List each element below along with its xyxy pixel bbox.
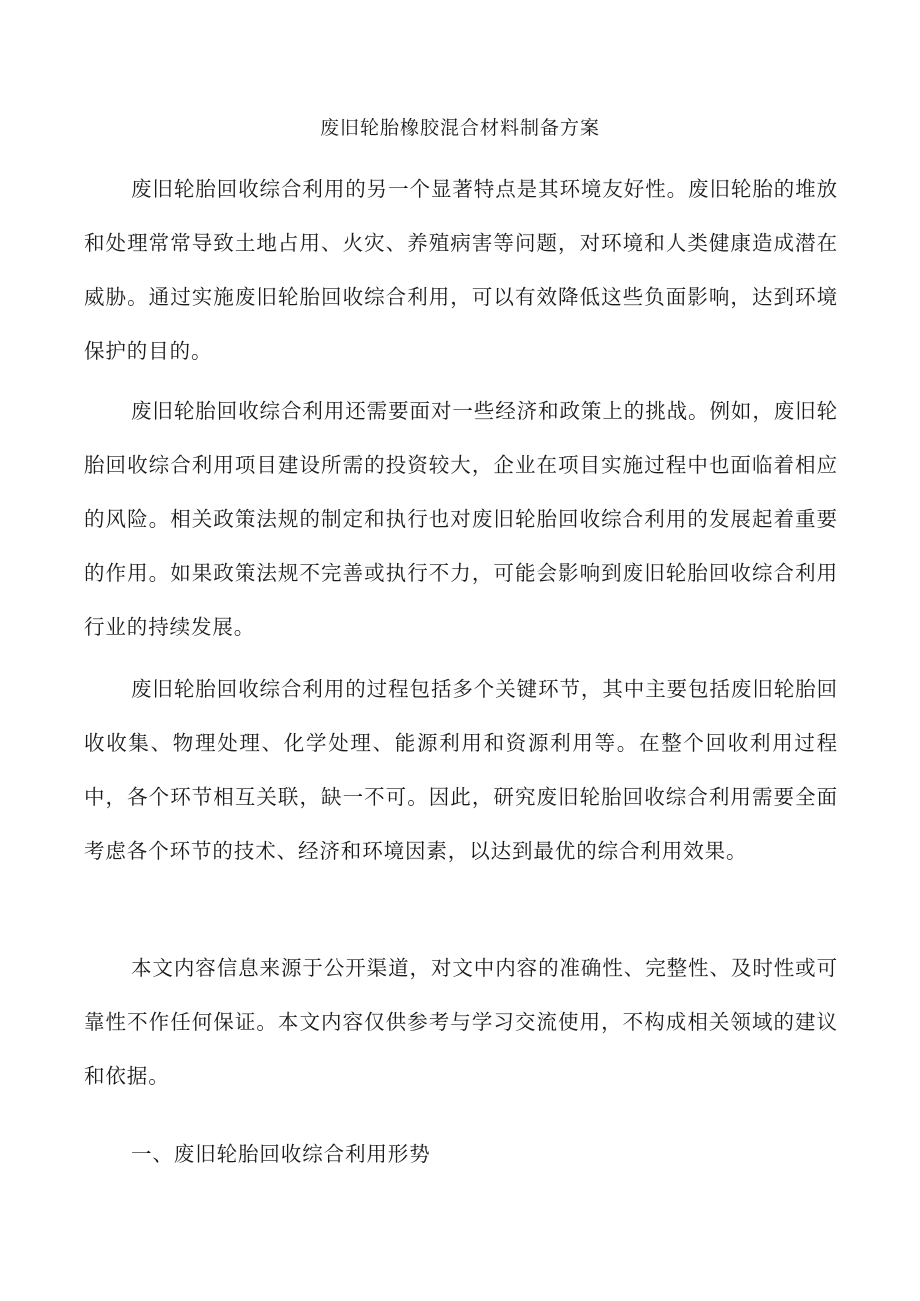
paragraph-process: 废旧轮胎回收综合利用的过程包括多个关键环节，其中主要包括废旧轮胎回收收集、物理处理、化学处理、能源利用和资源利用等。在整个回收利用过程中，各个环节相互关联，缺一不可。因此，研究废旧轮胎回收综合利用需要全面考虑各个环节的技术、经济和环境因素，以达到最优的综合利用效果。 [84, 677, 838, 863]
section-heading: 一、废旧轮胎回收综合利用形势 [131, 1142, 431, 1166]
paragraph-environment: 废旧轮胎回收综合利用的另一个显著特点是其环境友好性。废旧轮胎的堆放和处理常常导致土地占用、火灾、养殖病害等问题，对环境和人类健康造成潜在威胁。通过实施废旧轮胎回收综合利用，可以有效降低这些负面影响，达到环境保护的目的。 [84, 177, 838, 363]
paragraph-challenges: 废旧轮胎回收综合利用还需要面对一些经济和政策上的挑战。例如，废旧轮胎回收综合利用项目建设所需的投资较大，企业在项目实施过程中也面临着相应的风险。相关政策法规的制定和执行也对废旧轮胎回收综合利用的发展起着重要的作用。如果政策法规不完善或执行不力，可能会影响到废旧轮胎回收综合利用行业的持续发展。 [84, 399, 838, 639]
paragraph-disclaimer: 本文内容信息来源于公开渠道，对文中内容的准确性、完整性、及时性或可靠性不作任何保证。本文内容仅供参考与学习交流使用，不构成相关领域的建议和依据。 [84, 956, 838, 1088]
document-title: 废旧轮胎橡胶混合材料制备方案 [319, 117, 600, 139]
